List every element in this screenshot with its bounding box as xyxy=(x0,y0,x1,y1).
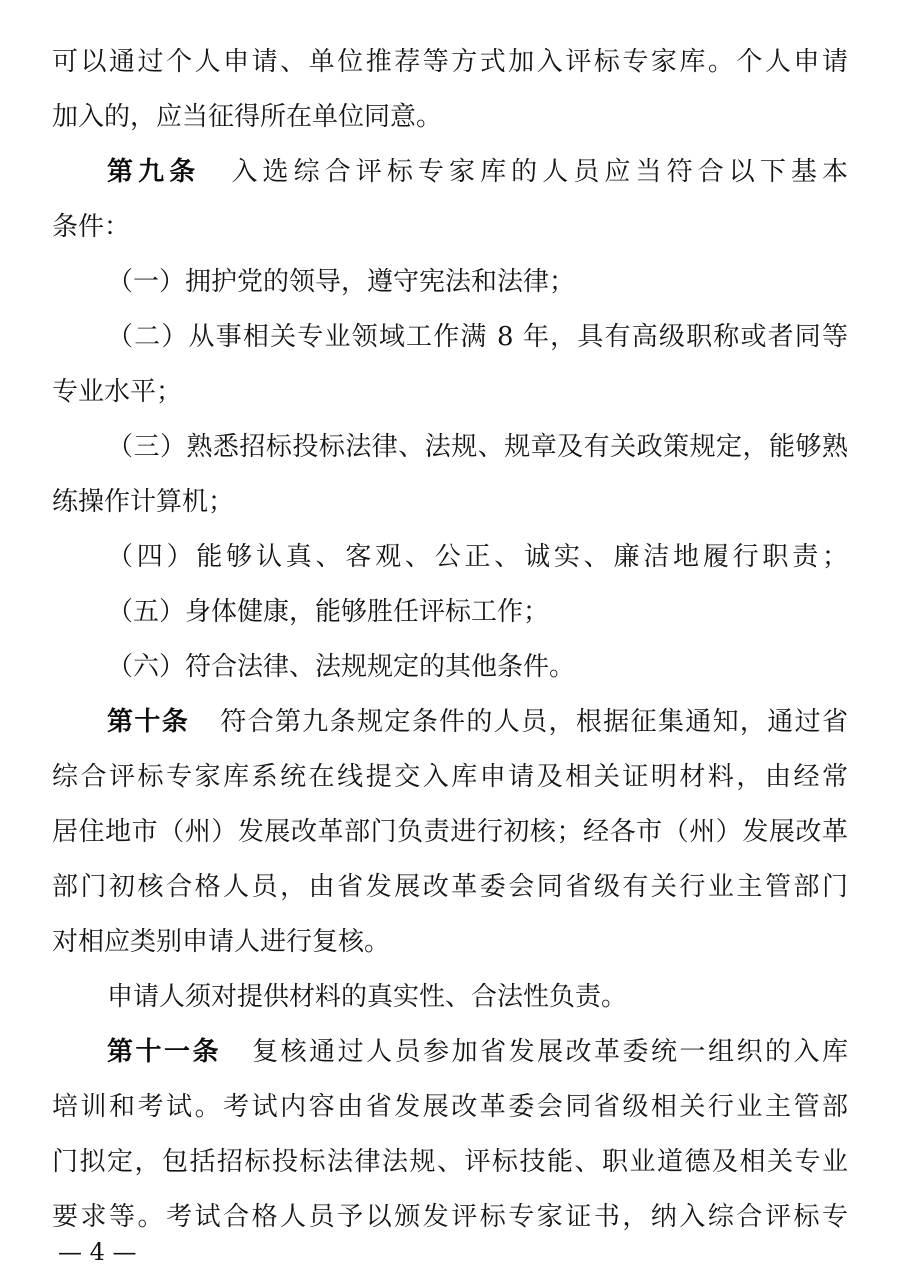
line-text: （二）从事相关专业领域工作满 8 年，具有高级职称或者同等 xyxy=(107,322,848,352)
line-text: 综合评标专家库系统在线提交入库申请及相关证明材料，由经常 xyxy=(52,762,848,792)
line-text: 专业水平； xyxy=(52,377,183,407)
text-line xyxy=(52,1080,848,1135)
text-line xyxy=(52,530,848,585)
text-line xyxy=(52,640,848,695)
article-heading: 第十条 xyxy=(107,707,190,737)
text-line xyxy=(52,145,848,200)
line-text: 复核通过人员参加省发展改革委统一组织的入库 xyxy=(252,1037,848,1067)
line-text: 门拟定，包括招标投标法律法规、评标技能、职业道德及相关专业 xyxy=(52,1147,848,1177)
article-heading: 第十一条 xyxy=(107,1037,221,1067)
text-line xyxy=(52,1190,848,1245)
line-text: （五）身体健康，能够胜任评标工作； xyxy=(107,597,550,627)
line-text: 加入的，应当征得所在单位同意。 xyxy=(52,102,443,132)
text-line xyxy=(52,255,848,310)
text-line xyxy=(52,310,848,365)
line-text: 符合第九条规定条件的人员，根据征集通知，通过省 xyxy=(220,707,848,737)
line-text: （三）熟悉招标投标法律、法规、规章及有关政策规定，能够熟 xyxy=(107,432,848,462)
line-text: 申请人须对提供材料的真实性、合法性负责。 xyxy=(107,982,628,1012)
text-line xyxy=(52,750,848,805)
text-line xyxy=(52,1135,848,1190)
text-line xyxy=(52,365,848,420)
text-line xyxy=(52,585,848,640)
line-text: 要求等。考试合格人员予以颁发评标专家证书，纳入综合评标专 xyxy=(52,1202,848,1232)
line-text: 练操作计算机； xyxy=(52,487,235,517)
line-text: （六）符合法律、法规规定的其他条件。 xyxy=(107,652,576,682)
text-line xyxy=(52,90,848,145)
line-text: 可以通过个人申请、单位推荐等方式加入评标专家库。个人申请 xyxy=(52,47,848,77)
text-line xyxy=(52,805,848,860)
line-text: 条件： xyxy=(52,212,131,242)
article-heading: 第九条 xyxy=(107,157,201,187)
text-line xyxy=(52,420,848,475)
text-line xyxy=(52,1025,848,1080)
text-line xyxy=(52,200,848,255)
line-text: 居住地市（州）发展改革部门负责进行初核；经各市（州）发展改革 xyxy=(52,817,848,847)
line-text: （一）拥护党的领导，遵守宪法和法律； xyxy=(107,267,576,297)
text-line xyxy=(52,475,848,530)
line-text: 入选综合评标专家库的人员应当符合以下基本 xyxy=(231,157,848,187)
text-line xyxy=(52,915,848,970)
text-line xyxy=(52,860,848,915)
line-text: 对相应类别申请人进行复核。 xyxy=(52,927,391,957)
line-text: 部门初核合格人员，由省发展改革委会同省级有关行业主管部门 xyxy=(52,872,848,902)
text-line xyxy=(52,35,848,90)
line-text: （四）能够认真、客观、公正、诚实、廉洁地履行职责； xyxy=(107,542,848,572)
page-number: — 4 — xyxy=(58,1238,137,1266)
document-body xyxy=(52,35,848,1245)
line-text: 培训和考试。考试内容由省发展改革委会同省级相关行业主管部 xyxy=(52,1092,848,1122)
text-line xyxy=(52,970,848,1025)
text-line xyxy=(52,695,848,750)
